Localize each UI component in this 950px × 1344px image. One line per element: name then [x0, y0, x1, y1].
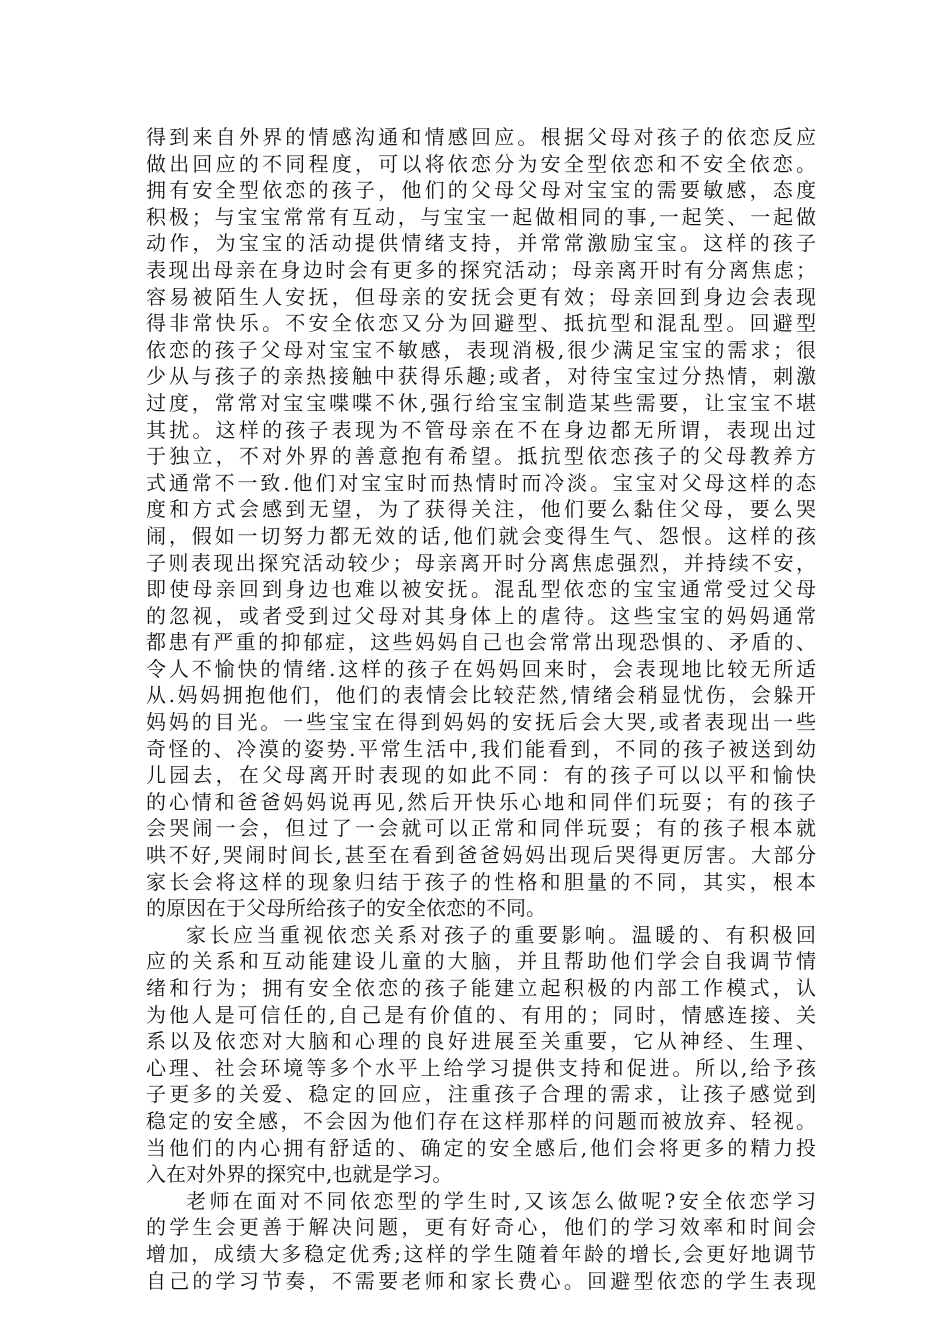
text-line: 拥有安全型依恋的孩子，他们的父母父母对宝宝的需要敏感，态度: [146, 178, 816, 203]
text-line: 做出回应的不同程度，可以将依恋分为安全型依恋和不安全依恋。: [146, 151, 816, 176]
paragraph-teacher-approach: [146, 1188, 816, 1294]
text-line: 容易被陌生人安抚，但母亲的安抚会更有效；母亲回到身边会表现: [146, 284, 816, 309]
text-line: 家长会将这样的现象归结于孩子的性格和胆量的不同，其实，根本: [146, 869, 816, 894]
text-line: 系以及依恋对大脑和心理的良好进展至关重要，它从神经、生理、: [146, 1029, 816, 1054]
text-line: 稳定的安全感，不会因为他们存在这样那样的问题而被放弃、轻视。: [146, 1108, 816, 1133]
text-line: 哄不好,哭闹时间长,甚至在看到爸爸妈妈出现后哭得更厉害。大部分: [146, 843, 816, 868]
text-line: 家长应当重视依恋关系对孩子的重要影响。温暖的、有积极回: [186, 922, 816, 947]
text-line: 的学生会更善于解决问题，更有好奇心，他们的学习效率和时间会: [146, 1215, 816, 1240]
text-line: 增加，成绩大多稳定优秀;这样的学生随着年龄的增长,会更好地调节: [146, 1241, 816, 1266]
text-line: 老师在面对不同依恋型的学生时,又该怎么做呢?安全依恋学习: [186, 1188, 816, 1213]
paragraph-parent-importance: [146, 922, 816, 1188]
text-line: 的原因在于父母所给孩子的安全依恋的不同。: [146, 896, 546, 921]
text-line: 都患有严重的抑郁症，这些妈妈自己也会常常出现恐惧的、矛盾的、: [146, 630, 816, 655]
text-line: 即使母亲回到身边也难以被安抚。混乱型依恋的宝宝通常受过父母: [146, 577, 816, 602]
text-line: 于独立，不对外界的善意抱有希望。抵抗型依恋孩子的父母教养方: [146, 444, 816, 469]
text-line: 得非常快乐。不安全依恋又分为回避型、抵抗型和混乱型。回避型: [146, 311, 816, 336]
text-line: 的心情和爸爸妈妈说再见,然后开快乐心地和同伴们玩耍；有的孩子: [146, 789, 816, 814]
text-line: 入在对外界的探究中,也就是学习。: [146, 1162, 453, 1187]
text-line: 奇怪的、冷漠的姿势.平常生活中,我们能看到，不同的孩子被送到幼: [146, 736, 816, 761]
text-line: 的忽视，或者受到过父母对其身体上的虐待。这些宝宝的妈妈通常: [146, 603, 816, 628]
text-line: 表现出母亲在身边时会有更多的探究活动；母亲离开时有分离焦虑；: [146, 257, 816, 282]
text-line: 从.妈妈拥抱他们，他们的表情会比较茫然,情绪会稍显忧伤，会躲开: [146, 683, 816, 708]
body-text: [146, 124, 816, 1294]
text-line: 积极；与宝宝常常有互动，与宝宝一起做相同的事,一起笑、一起做: [146, 204, 816, 229]
text-line: 心理、社会环境等多个水平上给学习提供支持和促进。所以,给予孩: [146, 1055, 816, 1080]
paragraph-attachment-types: [146, 124, 816, 922]
text-line: 会哭闹一会，但过了一会就可以正常和同伴玩耍；有的孩子根本就: [146, 816, 816, 841]
text-line: 动作，为宝宝的活动提供情绪支持，并常常激励宝宝。这样的孩子: [146, 231, 816, 256]
text-line: 得到来自外界的情感沟通和情感回应。根据父母对孩子的依恋反应: [146, 125, 816, 149]
text-line: 当他们的内心拥有舒适的、确定的安全感后,他们会将更多的精力投: [146, 1135, 816, 1160]
text-line: 子则表现出探究活动较少；母亲离开时分离焦虑强烈，并持续不安，: [146, 550, 816, 575]
text-line: 其扰。这样的孩子表现为不管母亲在不在身边都无所谓，表现出过: [146, 417, 816, 442]
text-line: 绪和行为；拥有安全依恋的孩子能建立起积极的内部工作模式，认: [146, 976, 816, 1000]
text-line: 妈妈的目光。一些宝宝在得到妈妈的安抚后会大哭,或者表现出一些: [146, 710, 816, 735]
text-line: 闹，假如一切努力都无效的话,他们就会变得生气、怨恨。这样的孩: [146, 523, 816, 548]
text-line: 应的关系和互动能建设儿童的大脑，并且帮助他们学会自我调节情: [146, 949, 816, 974]
text-line: 过度，常常对宝宝喋喋不休,强行给宝宝制造某些需要，让宝宝不堪: [146, 390, 816, 415]
text-line: 自己的学习节奏，不需要老师和家长费心。回避型依恋的学生表现: [146, 1268, 816, 1293]
text-line: 式通常不一致.他们对宝宝时而热情时而冷淡。宝宝对父母这样的态: [146, 470, 816, 495]
text-line: 依恋的孩子父母对宝宝不敏感，表现消极,很少满足宝宝的需求；很: [146, 337, 816, 362]
text-line: 度和方式会感到无望，为了获得关注，他们要么黏住父母，要么哭: [146, 497, 816, 522]
text-line: 少从与孩子的亲热接触中获得乐趣;或者，对待宝宝过分热情，刺激: [146, 364, 816, 389]
text-line: 子更多的关爱、稳定的回应，注重孩子合理的需求，让孩子感觉到: [146, 1082, 816, 1107]
text-line: 儿园去，在父母离开时表现的如此不同：有的孩子可以以平和愉快: [146, 763, 816, 788]
text-line: 令人不愉快的情绪.这样的孩子在妈妈回来时，会表现地比较无所适: [146, 656, 816, 681]
text-line: 为他人是可信任的,自己是有价值的、有用的；同时，情感连接、关: [146, 1002, 816, 1027]
